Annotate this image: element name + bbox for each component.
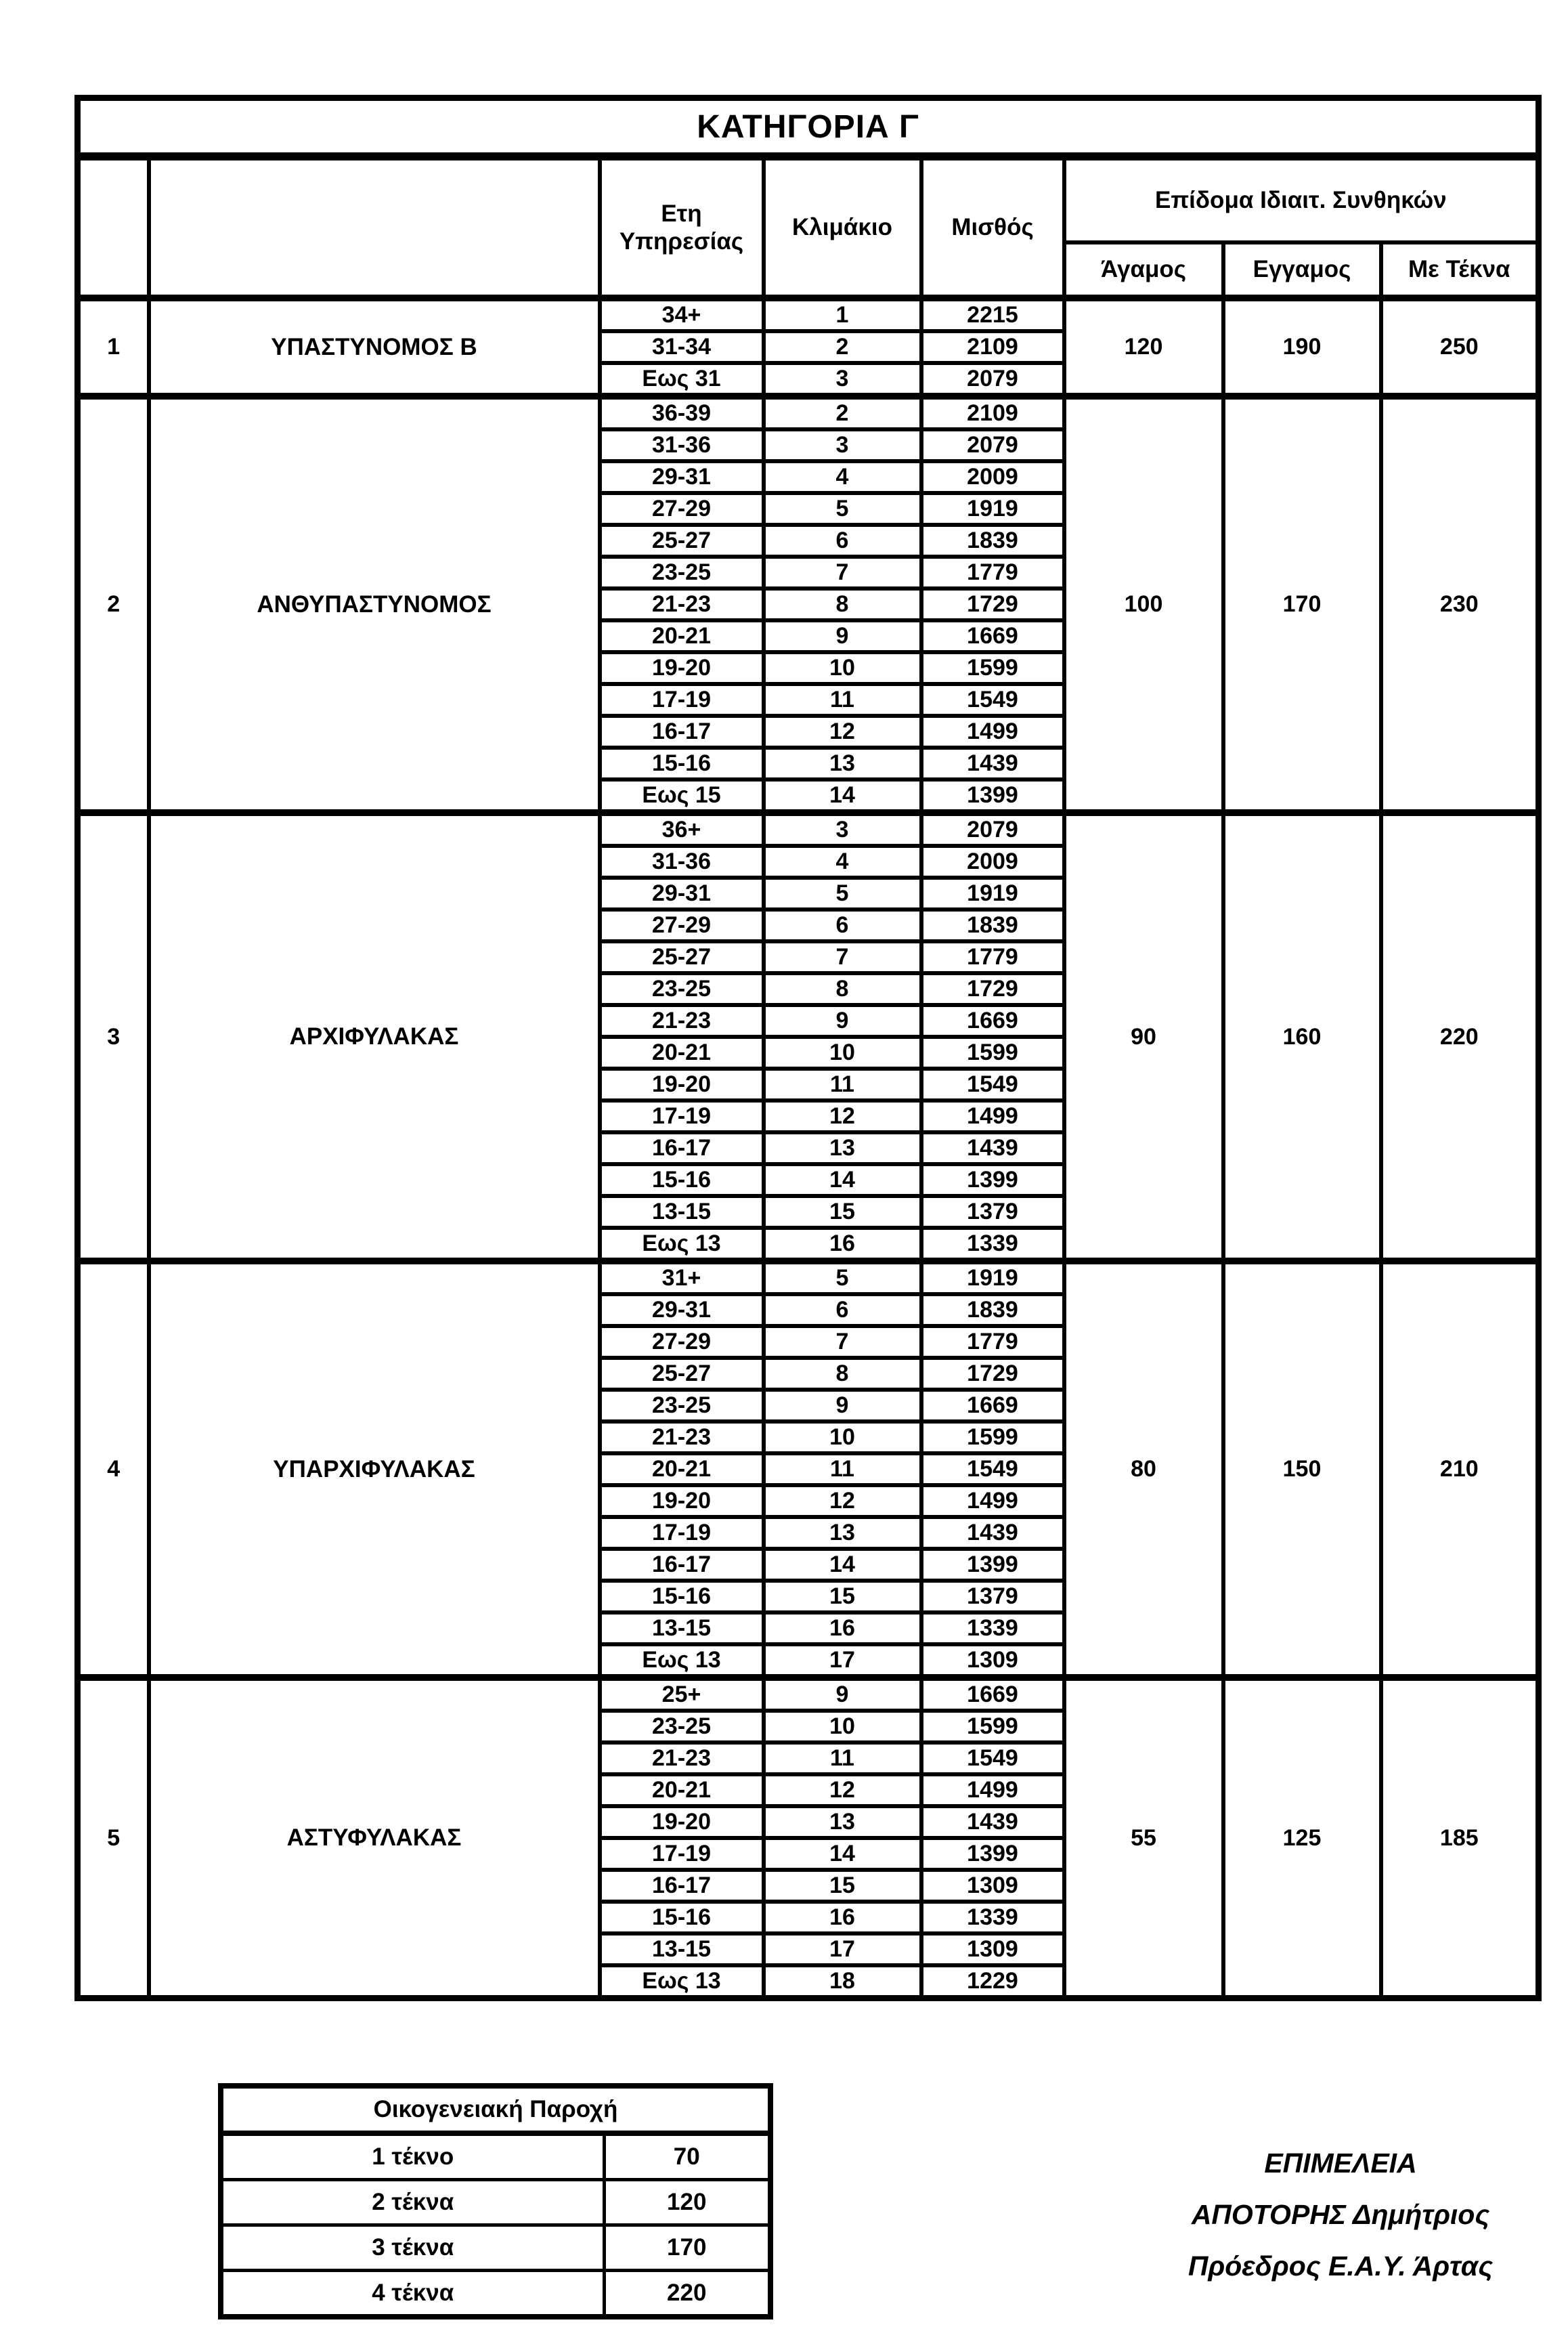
salary-cell: 2109 <box>921 396 1064 429</box>
years-cell: 17-19 <box>600 1517 764 1549</box>
salary-cell: 1599 <box>921 1037 1064 1069</box>
family-label-cell: 2 τέκνα <box>221 2180 604 2225</box>
salary-cell: 1399 <box>921 1164 1064 1196</box>
grade-cell: 15 <box>764 1870 921 1902</box>
years-cell: 16-17 <box>600 1870 764 1902</box>
grade-cell: 9 <box>764 1005 921 1037</box>
salary-cell: 2079 <box>921 429 1064 461</box>
grade-cell: 13 <box>764 1132 921 1164</box>
years-cell: 27-29 <box>600 1326 764 1358</box>
years-cell: Εως 31 <box>600 363 764 396</box>
salary-cell: 1919 <box>921 1261 1064 1294</box>
header-grade: Κλιμάκιο <box>764 156 921 298</box>
years-cell: 17-19 <box>600 1100 764 1132</box>
row-number-cell: 3 <box>78 813 149 1261</box>
family-row <box>221 2133 770 2180</box>
years-cell: 21-23 <box>600 1742 764 1774</box>
allowance-children-cell: 250 <box>1381 298 1539 396</box>
grade-cell: 12 <box>764 1774 921 1806</box>
salary-cell: 1729 <box>921 1358 1064 1390</box>
row-number-cell: 1 <box>78 298 149 396</box>
years-cell: 20-21 <box>600 620 764 652</box>
grade-cell: 10 <box>764 1037 921 1069</box>
years-cell: 23-25 <box>600 1390 764 1421</box>
salary-cell: 1309 <box>921 1870 1064 1902</box>
grade-cell: 1 <box>764 298 921 331</box>
salary-table-body <box>78 298 1539 1998</box>
grade-cell: 6 <box>764 525 921 557</box>
grade-cell: 3 <box>764 363 921 396</box>
rank-cell: ΑΡΧΙΦΥΛΑΚΑΣ <box>149 813 600 1261</box>
salary-cell: 1309 <box>921 1644 1064 1677</box>
salary-cell: 1669 <box>921 1677 1064 1711</box>
title-row <box>78 98 1539 157</box>
years-cell: 19-20 <box>600 1485 764 1517</box>
credits-heading: ΕΠΙΜΕΛΕΙΑ <box>1264 2147 1417 2179</box>
years-cell: 36+ <box>600 813 764 846</box>
grade-cell: 16 <box>764 1228 921 1261</box>
grade-cell: 12 <box>764 1100 921 1132</box>
grade-cell: 4 <box>764 461 921 493</box>
years-cell: 21-23 <box>600 1421 764 1453</box>
allowance-children-cell: 220 <box>1381 813 1539 1261</box>
grade-cell: 13 <box>764 1517 921 1549</box>
grade-cell: 14 <box>764 1549 921 1581</box>
salary-cell: 1339 <box>921 1902 1064 1933</box>
allowance-single-cell: 120 <box>1064 298 1223 396</box>
family-label-cell: 3 τέκνα <box>221 2225 604 2271</box>
salary-row <box>78 813 1539 846</box>
grade-cell: 3 <box>764 813 921 846</box>
salary-cell: 1439 <box>921 1132 1064 1164</box>
years-cell: 17-19 <box>600 684 764 716</box>
grade-cell: 13 <box>764 748 921 779</box>
salary-cell: 1309 <box>921 1933 1064 1965</box>
years-cell: 19-20 <box>600 1069 764 1100</box>
credits-role: Πρόεδρος Ε.Α.Υ. Άρτας <box>1188 2250 1494 2282</box>
salary-cell: 1399 <box>921 1549 1064 1581</box>
family-row <box>221 2271 770 2317</box>
family-table-title: Οικογενειακή Παροχή <box>221 2086 770 2133</box>
years-cell: 23-25 <box>600 1711 764 1742</box>
allowance-children-cell: 210 <box>1381 1261 1539 1677</box>
salary-cell: 1599 <box>921 1711 1064 1742</box>
rank-cell: ΑΝΘΥΠΑΣΤΥΝΟΜΟΣ <box>149 396 600 813</box>
allowance-married-cell: 125 <box>1223 1677 1381 1998</box>
salary-cell: 1549 <box>921 684 1064 716</box>
family-title-row <box>221 2086 770 2133</box>
header-salary: Μισθός <box>921 156 1064 298</box>
salary-cell: 1399 <box>921 1838 1064 1870</box>
grade-cell: 17 <box>764 1933 921 1965</box>
salary-cell: 1839 <box>921 525 1064 557</box>
salary-cell: 2009 <box>921 461 1064 493</box>
grade-cell: 14 <box>764 779 921 813</box>
years-cell: 15-16 <box>600 1581 764 1612</box>
header-allowance-group: Επίδομα Ιδιαιτ. Συνθηκών <box>1064 156 1539 242</box>
grade-cell: 10 <box>764 652 921 684</box>
salary-cell: 1499 <box>921 1485 1064 1517</box>
header-num <box>78 156 149 298</box>
allowance-single-cell: 55 <box>1064 1677 1223 1998</box>
grade-cell: 2 <box>764 396 921 429</box>
salary-cell: 1669 <box>921 620 1064 652</box>
grade-cell: 16 <box>764 1902 921 1933</box>
years-cell: 13-15 <box>600 1196 764 1228</box>
years-cell: 16-17 <box>600 716 764 748</box>
allowance-married-cell: 150 <box>1223 1261 1381 1677</box>
grade-cell: 18 <box>764 1965 921 1998</box>
salary-cell: 1779 <box>921 941 1064 973</box>
grade-cell: 9 <box>764 1390 921 1421</box>
allowance-single-cell: 90 <box>1064 813 1223 1261</box>
grade-cell: 15 <box>764 1581 921 1612</box>
grade-cell: 14 <box>764 1838 921 1870</box>
years-cell: 21-23 <box>600 1005 764 1037</box>
years-cell: 29-31 <box>600 461 764 493</box>
years-cell: 25-27 <box>600 525 764 557</box>
family-value-cell: 170 <box>604 2225 770 2271</box>
grade-cell: 7 <box>764 941 921 973</box>
years-cell: 23-25 <box>600 557 764 589</box>
grade-cell: 5 <box>764 493 921 525</box>
salary-cell: 1339 <box>921 1228 1064 1261</box>
years-cell: 25-27 <box>600 941 764 973</box>
years-cell: Εως 13 <box>600 1228 764 1261</box>
grade-cell: 13 <box>764 1806 921 1838</box>
grade-cell: 11 <box>764 684 921 716</box>
years-cell: 23-25 <box>600 973 764 1005</box>
years-cell: Εως 13 <box>600 1965 764 1998</box>
salary-cell: 1499 <box>921 716 1064 748</box>
years-cell: Εως 13 <box>600 1644 764 1677</box>
allowance-single-cell: 80 <box>1064 1261 1223 1677</box>
allowance-married-cell: 190 <box>1223 298 1381 396</box>
salary-cell: 1729 <box>921 973 1064 1005</box>
years-cell: 31-36 <box>600 846 764 878</box>
grade-cell: 5 <box>764 1261 921 1294</box>
header-married: Εγγαμος <box>1223 242 1381 298</box>
years-cell: 27-29 <box>600 910 764 941</box>
years-cell: 19-20 <box>600 1806 764 1838</box>
rank-cell: ΥΠΑΣΤΥΝΟΜΟΣ Β <box>149 298 600 396</box>
salary-cell: 2109 <box>921 331 1064 363</box>
family-value-cell: 120 <box>604 2180 770 2225</box>
page-title: ΚΑΤΗΓΟΡΙΑ Γ <box>78 98 1539 157</box>
credits-block <box>1043 2137 1568 2292</box>
grade-cell: 16 <box>764 1612 921 1644</box>
salary-cell: 1439 <box>921 748 1064 779</box>
salary-cell: 1499 <box>921 1774 1064 1806</box>
years-cell: 15-16 <box>600 1164 764 1196</box>
salary-cell: 2215 <box>921 298 1064 331</box>
years-cell: 16-17 <box>600 1132 764 1164</box>
years-cell: 31-34 <box>600 331 764 363</box>
years-cell: 29-31 <box>600 878 764 910</box>
allowance-children-cell: 185 <box>1381 1677 1539 1998</box>
grade-cell: 11 <box>764 1742 921 1774</box>
allowance-children-cell: 230 <box>1381 396 1539 813</box>
grade-cell: 11 <box>764 1453 921 1485</box>
row-number-cell: 4 <box>78 1261 149 1677</box>
years-cell: 25+ <box>600 1677 764 1711</box>
grade-cell: 10 <box>764 1711 921 1742</box>
salary-cell: 1599 <box>921 1421 1064 1453</box>
header-years: Ετη Υπηρεσίας <box>600 156 764 298</box>
family-allowance-table <box>218 2083 773 2319</box>
grade-cell: 8 <box>764 973 921 1005</box>
allowance-single-cell: 100 <box>1064 396 1223 813</box>
salary-cell: 2079 <box>921 363 1064 396</box>
grade-cell: 7 <box>764 1326 921 1358</box>
grade-cell: 12 <box>764 1485 921 1517</box>
grade-cell: 12 <box>764 716 921 748</box>
family-value-cell: 220 <box>604 2271 770 2317</box>
years-cell: 29-31 <box>600 1294 764 1326</box>
rank-cell: ΑΣΤΥΦΥΛΑΚΑΣ <box>149 1677 600 1998</box>
grade-cell: 10 <box>764 1421 921 1453</box>
salary-cell: 1339 <box>921 1612 1064 1644</box>
row-number-cell: 5 <box>78 1677 149 1998</box>
salary-cell: 1379 <box>921 1581 1064 1612</box>
grade-cell: 8 <box>764 589 921 620</box>
grade-cell: 2 <box>764 331 921 363</box>
salary-cell: 1669 <box>921 1005 1064 1037</box>
row-number-cell: 2 <box>78 396 149 813</box>
grade-cell: 8 <box>764 1358 921 1390</box>
grade-cell: 6 <box>764 910 921 941</box>
salary-cell: 2079 <box>921 813 1064 846</box>
years-cell: 15-16 <box>600 748 764 779</box>
grade-cell: 15 <box>764 1196 921 1228</box>
salary-cell: 1599 <box>921 652 1064 684</box>
header-children: Με Τέκνα <box>1381 242 1539 298</box>
family-row <box>221 2225 770 2271</box>
grade-cell: 4 <box>764 846 921 878</box>
family-value-cell: 70 <box>604 2133 770 2180</box>
salary-cell: 1839 <box>921 1294 1064 1326</box>
years-cell: 15-16 <box>600 1902 764 1933</box>
family-row <box>221 2180 770 2225</box>
salary-cell: 1729 <box>921 589 1064 620</box>
allowance-married-cell: 170 <box>1223 396 1381 813</box>
years-cell: 27-29 <box>600 493 764 525</box>
salary-row <box>78 1261 1539 1294</box>
header-row-1 <box>78 156 1539 242</box>
salary-cell: 1919 <box>921 493 1064 525</box>
years-cell: 31-36 <box>600 429 764 461</box>
salary-table <box>74 95 1542 2001</box>
years-cell: 36-39 <box>600 396 764 429</box>
salary-cell: 1499 <box>921 1100 1064 1132</box>
years-cell: 21-23 <box>600 589 764 620</box>
years-cell: 20-21 <box>600 1774 764 1806</box>
salary-cell: 1379 <box>921 1196 1064 1228</box>
grade-cell: 14 <box>764 1164 921 1196</box>
years-cell: 17-19 <box>600 1838 764 1870</box>
grade-cell: 7 <box>764 557 921 589</box>
salary-cell: 1919 <box>921 878 1064 910</box>
grade-cell: 9 <box>764 620 921 652</box>
family-table-body <box>221 2133 770 2317</box>
salary-cell: 1779 <box>921 1326 1064 1358</box>
rank-cell: ΥΠΑΡΧΙΦΥΛΑΚΑΣ <box>149 1261 600 1677</box>
years-cell: 20-21 <box>600 1037 764 1069</box>
grade-cell: 6 <box>764 1294 921 1326</box>
salary-row <box>78 396 1539 429</box>
salary-cell: 1549 <box>921 1069 1064 1100</box>
salary-cell: 1549 <box>921 1742 1064 1774</box>
years-cell: 16-17 <box>600 1549 764 1581</box>
salary-cell: 1549 <box>921 1453 1064 1485</box>
salary-row <box>78 1677 1539 1711</box>
grade-cell: 5 <box>764 878 921 910</box>
salary-cell: 1439 <box>921 1517 1064 1549</box>
years-cell: 19-20 <box>600 652 764 684</box>
grade-cell: 9 <box>764 1677 921 1711</box>
years-cell: 13-15 <box>600 1612 764 1644</box>
salary-cell: 1669 <box>921 1390 1064 1421</box>
salary-cell: 1229 <box>921 1965 1064 1998</box>
family-label-cell: 1 τέκνο <box>221 2133 604 2180</box>
credits-author: ΑΠΟΤΟΡΗΣ Δημήτριος <box>1191 2199 1490 2230</box>
years-cell: 25-27 <box>600 1358 764 1390</box>
header-rank <box>149 156 600 298</box>
years-cell: 31+ <box>600 1261 764 1294</box>
grade-cell: 11 <box>764 1069 921 1100</box>
salary-cell: 1839 <box>921 910 1064 941</box>
salary-cell: 1779 <box>921 557 1064 589</box>
years-cell: 13-15 <box>600 1933 764 1965</box>
years-cell: 20-21 <box>600 1453 764 1485</box>
header-single: Άγαμος <box>1064 242 1223 298</box>
years-cell: 34+ <box>600 298 764 331</box>
family-label-cell: 4 τέκνα <box>221 2271 604 2317</box>
grade-cell: 17 <box>764 1644 921 1677</box>
grade-cell: 3 <box>764 429 921 461</box>
salary-cell: 1399 <box>921 779 1064 813</box>
allowance-married-cell: 160 <box>1223 813 1381 1261</box>
years-cell: Εως 15 <box>600 779 764 813</box>
salary-cell: 1439 <box>921 1806 1064 1838</box>
salary-row <box>78 298 1539 331</box>
salary-cell: 2009 <box>921 846 1064 878</box>
